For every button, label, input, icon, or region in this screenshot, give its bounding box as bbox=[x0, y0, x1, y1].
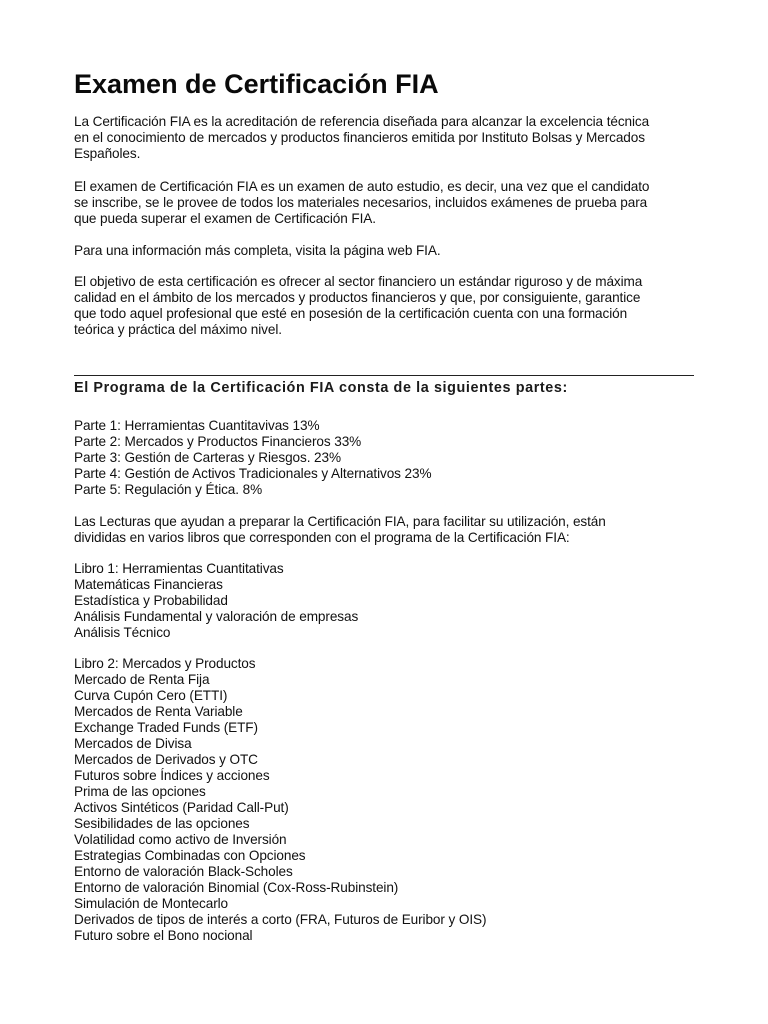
paragraph-line: que todo aquel profesional que esté en posesión de la certificación cuenta con una formación bbox=[74, 306, 628, 321]
list-item: Exchange Traded Funds (ETF) bbox=[74, 720, 258, 735]
paragraph-line: El examen de Certificación FIA es un examen de auto estudio, es decir, una vez que el candidato bbox=[74, 179, 650, 194]
list-item: Activos Sintéticos (Paridad Call-Put) bbox=[74, 800, 289, 815]
list-item: Parte 5: Regulación y Ética. 8% bbox=[74, 482, 263, 497]
list-item: Estadística y Probabilidad bbox=[74, 593, 228, 608]
book1-list bbox=[74, 561, 358, 641]
list-item: Mercados de Renta Variable bbox=[74, 704, 243, 719]
intro-paragraph-4 bbox=[74, 274, 698, 338]
list-item: Libro 1: Herramientas Cuantitativas bbox=[74, 561, 284, 576]
paragraph-line: Las Lecturas que ayudan a preparar la Certificación FIA, para facilitar su utilización, están bbox=[74, 514, 606, 529]
list-item: Simulación de Montecarlo bbox=[74, 896, 229, 911]
list-item: Futuros sobre Índices y acciones bbox=[74, 768, 270, 783]
list-item: Futuro sobre el Bono nocional bbox=[74, 928, 253, 943]
paragraph-line: en el conocimiento de mercados y productos financieros emitida por Instituto Bolsas y Mercados bbox=[74, 130, 645, 145]
list-item: Parte 1: Herramientas Cuantitavivas 13% bbox=[74, 418, 320, 433]
paragraph-line: El objetivo de esta certificación es ofrecer al sector financiero un estándar riguroso y de máxima bbox=[74, 274, 643, 289]
list-item: Prima de las opciones bbox=[74, 784, 206, 799]
list-item: Volatilidad como activo de Inversión bbox=[74, 832, 287, 847]
paragraph-line: teórica y práctica del máximo nivel. bbox=[74, 322, 282, 337]
list-item: Entorno de valoración Black-Scholes bbox=[74, 864, 293, 879]
list-item: Curva Cupón Cero (ETTI) bbox=[74, 688, 228, 703]
book2-list bbox=[74, 656, 486, 944]
paragraph-line: La Certificación FIA es la acreditación de referencia diseñada para alcanzar la excelencia técnica bbox=[74, 114, 650, 129]
program-parts-list bbox=[74, 418, 431, 498]
list-item: Estrategias Combinadas con Opciones bbox=[74, 848, 306, 863]
section-divider bbox=[74, 375, 694, 376]
page-title: Examen de Certificación FIA bbox=[74, 69, 439, 99]
list-item: Parte 2: Mercados y Productos Financieros 33% bbox=[74, 434, 362, 449]
list-item: Derivados de tipos de interés a corto (FRA, Futuros de Euribor y OIS) bbox=[74, 912, 487, 927]
list-item: Mercado de Renta Fija bbox=[74, 672, 210, 687]
list-item: Análisis Fundamental y valoración de empresas bbox=[74, 609, 359, 624]
paragraph-line: Españoles. bbox=[74, 146, 141, 161]
list-item: Matemáticas Financieras bbox=[74, 577, 223, 592]
program-heading: El Programa de la Certificación FIA consta de la siguientes partes: bbox=[74, 380, 568, 396]
paragraph-line: divididas en varios libros que corresponden con el programa de la Certificación FIA: bbox=[74, 530, 570, 545]
paragraph-line: se inscribe, se le provee de todos los materiales necesarios, incluidos exámenes de prueba para bbox=[74, 195, 648, 210]
intro-paragraph-2 bbox=[74, 179, 698, 227]
list-item: Mercados de Divisa bbox=[74, 736, 192, 751]
list-item: Parte 4: Gestión de Activos Tradicionales y Alternativos 23% bbox=[74, 466, 432, 481]
list-item: Entorno de valoración Binomial (Cox-Ross-Rubinstein) bbox=[74, 880, 399, 895]
paragraph-line: que pueda superar el examen de Certificación FIA. bbox=[74, 211, 376, 226]
list-item: Análisis Técnico bbox=[74, 625, 171, 640]
list-item: Parte 3: Gestión de Carteras y Riesgos. 23% bbox=[74, 450, 341, 465]
readings-paragraph bbox=[74, 514, 698, 546]
list-item: Sesibilidades de las opciones bbox=[74, 816, 250, 831]
intro-paragraph-1 bbox=[74, 114, 698, 162]
intro-paragraph-3 bbox=[74, 243, 698, 259]
list-item: Libro 2: Mercados y Productos bbox=[74, 656, 256, 671]
paragraph-line: Para una información más completa, visita la página web FIA. bbox=[74, 243, 441, 258]
list-item: Mercados de Derivados y OTC bbox=[74, 752, 258, 767]
paragraph-line: calidad en el ámbito de los mercados y productos financieros y que, por consiguiente, garantice bbox=[74, 290, 641, 305]
